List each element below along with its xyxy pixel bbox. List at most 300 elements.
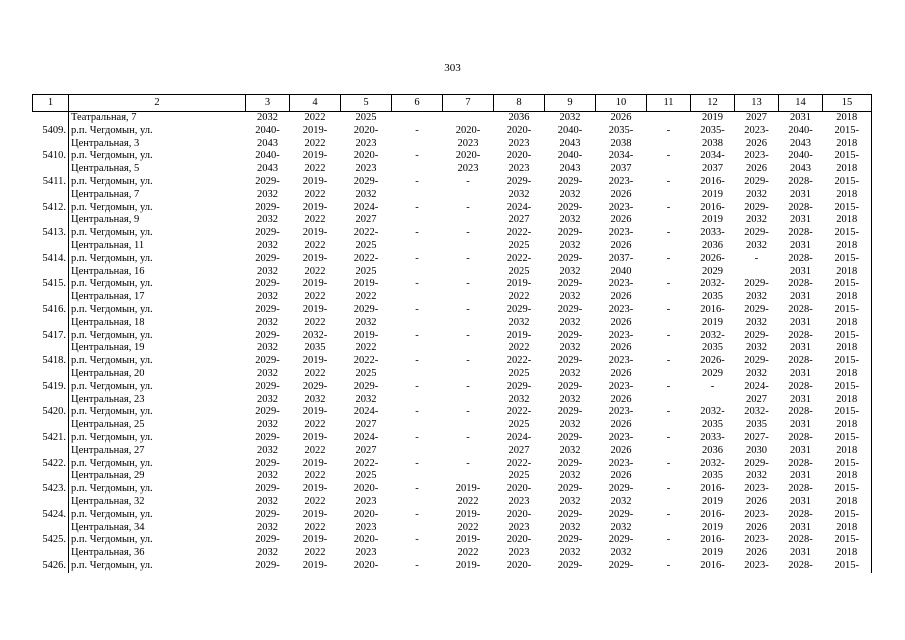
value-cell: 2028- — [788, 380, 813, 392]
value-cell: 2022- — [506, 252, 532, 264]
address-cell: р.п. Чегдомын, ул. — [69, 227, 246, 240]
value-cell — [443, 214, 494, 227]
row-number — [33, 317, 69, 330]
value-cell: 2036 — [702, 444, 723, 456]
value-cell: 2015- — [823, 125, 872, 138]
value-cell: - — [415, 227, 419, 239]
address-cell: р.п. Чегдомын, ул. — [69, 330, 246, 343]
value-cell: 2028- — [788, 329, 813, 341]
address-cell: Центральная, 34 — [69, 522, 246, 535]
value-cell: 2029- — [744, 303, 769, 315]
value-cell — [392, 266, 443, 279]
value-cell: 2032 — [559, 419, 581, 431]
value-cell — [647, 240, 691, 253]
value-cell: - — [666, 508, 671, 520]
value-cell: 2031 — [790, 265, 811, 277]
row-number — [33, 470, 69, 483]
value-cell — [647, 266, 691, 279]
row-number — [33, 266, 69, 279]
table-row — [33, 227, 872, 240]
value-cell: 2040- — [255, 150, 280, 162]
value-cell: 2040- — [788, 150, 813, 162]
value-cell — [443, 394, 494, 407]
value-cell: 2024- — [353, 406, 379, 418]
value-cell: 2019- — [302, 227, 328, 239]
value-cell: 2029- — [557, 457, 583, 469]
value-cell: 2023- — [744, 483, 769, 495]
value-cell: 2015- — [823, 458, 872, 471]
value-cell: 2015- — [823, 534, 872, 547]
value-cell: 2029- — [353, 380, 379, 392]
table-row — [33, 278, 872, 291]
value-cell: 2029- — [255, 483, 280, 495]
value-cell: 2022 — [304, 163, 326, 175]
value-cell: 2018 — [823, 163, 872, 176]
value-cell: 2028- — [788, 508, 813, 520]
address-cell: Центральная, 32 — [69, 496, 246, 509]
value-cell: 2029- — [255, 329, 280, 341]
address-cell: Центральная, 18 — [69, 317, 246, 330]
value-cell: 2022 — [304, 495, 326, 507]
row-number: 5415. — [42, 278, 66, 290]
value-cell: 2029- — [255, 227, 280, 239]
value-cell — [647, 368, 691, 381]
value-cell — [443, 291, 494, 304]
value-cell: 2022 — [304, 470, 326, 482]
value-cell: 2031 — [790, 393, 811, 405]
table-row — [33, 125, 872, 138]
value-cell: - — [666, 559, 671, 571]
address-cell: Центральная, 7 — [69, 189, 246, 202]
value-cell: 2032- — [302, 329, 328, 341]
value-cell: 2019 — [702, 188, 723, 200]
value-cell: 2032 — [257, 265, 278, 277]
column-header-7: 7 — [443, 95, 494, 112]
value-cell: 2029- — [353, 175, 379, 187]
value-cell: 2024- — [744, 380, 769, 392]
value-cell: 2032 — [746, 342, 767, 354]
table-row — [33, 240, 872, 253]
value-cell — [443, 189, 494, 202]
value-cell: 2022- — [353, 227, 379, 239]
value-cell: 2024- — [506, 431, 532, 443]
value-cell: 2032 — [610, 547, 632, 559]
value-cell: 2029- — [255, 252, 280, 264]
value-cell: - — [666, 534, 671, 546]
table-row — [33, 547, 872, 560]
address-cell: р.п. Чегдомын, ул. — [69, 278, 246, 291]
table-row — [33, 445, 872, 458]
value-cell: 2022 — [304, 239, 326, 251]
value-cell — [735, 266, 779, 279]
address-cell: р.п. Чегдомын, ул. — [69, 150, 246, 163]
value-cell: - — [415, 201, 419, 213]
value-cell: - — [415, 278, 419, 290]
value-cell: 2018 — [823, 419, 872, 432]
value-cell: 2029- — [557, 508, 583, 520]
table-row — [33, 266, 872, 279]
column-header-10: 10 — [596, 95, 647, 112]
value-cell: 2032 — [559, 521, 581, 533]
value-cell — [392, 522, 443, 535]
value-cell: 2029- — [557, 201, 583, 213]
table-row — [33, 483, 872, 496]
value-cell: 2019- — [302, 431, 328, 443]
address-cell: Центральная, 27 — [69, 445, 246, 458]
value-cell: 2029- — [255, 406, 280, 418]
value-cell: 2019- — [455, 483, 481, 495]
value-cell: 2026 — [610, 367, 632, 379]
value-cell: 2015- — [823, 406, 872, 419]
value-cell: 2035 — [702, 419, 723, 431]
value-cell: 2032 — [257, 521, 278, 533]
value-cell: 2032 — [559, 495, 581, 507]
address-cell: р.п. Чегдомын, ул. — [69, 432, 246, 445]
address-cell: р.п. Чегдомын, ул. — [69, 534, 246, 547]
table-row — [33, 355, 872, 368]
value-cell: - — [466, 431, 470, 443]
row-number: 5421. — [42, 431, 66, 443]
value-cell: 2026 — [610, 239, 632, 251]
value-cell: 2029- — [744, 201, 769, 213]
value-cell: 2032 — [257, 367, 278, 379]
row-number: 5411. — [42, 175, 66, 187]
value-cell: 2022 — [508, 342, 530, 354]
value-cell: - — [466, 380, 470, 392]
value-cell — [647, 317, 691, 330]
value-cell: 2022 — [457, 547, 479, 559]
value-cell: 2022 — [508, 291, 530, 303]
value-cell: 2026 — [746, 137, 767, 149]
value-cell: - — [666, 329, 671, 341]
value-cell: 2019- — [302, 534, 328, 546]
value-cell — [443, 266, 494, 279]
address-cell: Центральная, 20 — [69, 368, 246, 381]
row-number: 5424. — [42, 508, 66, 520]
value-cell: 2016- — [700, 559, 725, 571]
value-cell: 2018 — [823, 138, 872, 151]
value-cell: - — [415, 329, 419, 341]
value-cell: 2029- — [255, 559, 280, 571]
value-cell: 2018 — [823, 470, 872, 483]
value-cell: - — [666, 252, 671, 264]
value-cell: 2032- — [744, 406, 769, 418]
value-cell: 2029- — [744, 227, 769, 239]
value-cell: 2032 — [559, 316, 581, 328]
value-cell: 2015- — [823, 227, 872, 240]
value-cell: 2028- — [788, 457, 813, 469]
value-cell: 2029- — [744, 278, 769, 290]
value-cell: 2033- — [700, 431, 725, 443]
value-cell: 2026 — [746, 547, 767, 559]
value-cell: - — [666, 457, 671, 469]
value-cell: 2035- — [608, 124, 634, 136]
value-cell: 2023 — [457, 163, 479, 175]
value-cell: 2019- — [302, 278, 328, 290]
address-cell: р.п. Чегдомын, ул. — [69, 483, 246, 496]
row-number — [33, 240, 69, 253]
value-cell: 2029- — [557, 483, 583, 495]
value-cell: 2035- — [700, 124, 725, 136]
value-cell: 2015- — [823, 381, 872, 394]
value-cell: 2032 — [508, 393, 530, 405]
value-cell: 2018 — [823, 266, 872, 279]
table-row — [33, 202, 872, 215]
value-cell: 2029- — [608, 534, 634, 546]
value-cell: 2019- — [302, 559, 328, 571]
value-cell: 2037- — [608, 252, 634, 264]
address-cell: р.п. Чегдомын, ул. — [69, 560, 246, 573]
value-cell: - — [466, 406, 470, 418]
value-cell: 2022 — [304, 291, 326, 303]
value-cell: 2019- — [302, 150, 328, 162]
value-cell: 2023 — [508, 495, 530, 507]
value-cell: 2031 — [790, 342, 811, 354]
value-cell — [443, 112, 494, 125]
row-number — [33, 394, 69, 407]
value-cell: - — [666, 227, 671, 239]
value-cell: 2022 — [304, 444, 326, 456]
value-cell: 2029- — [557, 380, 583, 392]
value-cell: 2023 — [508, 163, 530, 175]
address-cell: Центральная, 16 — [69, 266, 246, 279]
value-cell: 2020- — [506, 124, 532, 136]
table-row — [33, 368, 872, 381]
value-cell: 2018 — [823, 496, 872, 509]
value-cell: - — [666, 201, 671, 213]
value-cell: 2029- — [557, 559, 583, 571]
value-cell: 2025 — [508, 470, 530, 482]
value-cell: 2026- — [700, 355, 725, 367]
value-cell: 2027 — [355, 214, 377, 226]
value-cell: 2035 — [746, 419, 767, 431]
address-cell: р.п. Чегдомын, ул. — [69, 509, 246, 522]
row-number: 5418. — [42, 355, 66, 367]
address-cell: р.п. Чегдомын, ул. — [69, 202, 246, 215]
value-cell: 2022 — [304, 521, 326, 533]
value-cell: 2025 — [508, 419, 530, 431]
value-cell: 2032 — [257, 419, 278, 431]
value-cell: 2025 — [355, 239, 377, 251]
row-number — [33, 342, 69, 355]
value-cell: - — [466, 303, 470, 315]
row-number: 5413. — [42, 227, 66, 239]
value-cell: 2031 — [790, 521, 811, 533]
table-row — [33, 253, 872, 266]
value-cell: 2031 — [790, 214, 811, 226]
value-cell: 2019 — [702, 495, 723, 507]
value-cell: 2035 — [702, 291, 723, 303]
value-cell: 2031 — [790, 444, 811, 456]
value-cell: 2019- — [302, 355, 328, 367]
value-cell: 2022 — [457, 521, 479, 533]
table-row — [33, 458, 872, 471]
value-cell: 2020- — [353, 150, 379, 162]
value-cell — [392, 496, 443, 509]
value-cell: - — [666, 355, 671, 367]
value-cell: - — [466, 175, 470, 187]
table-row — [33, 406, 872, 419]
value-cell: 2023- — [608, 406, 634, 418]
value-cell: 2029- — [557, 252, 583, 264]
value-cell: 2019- — [506, 329, 532, 341]
value-cell: 2020- — [455, 124, 481, 136]
row-number: 5426. — [42, 559, 66, 571]
value-cell: 2023 — [355, 163, 377, 175]
value-cell: 2020- — [506, 483, 532, 495]
value-cell — [392, 317, 443, 330]
address-cell: р.п. Чегдомын, ул. — [69, 381, 246, 394]
value-cell: 2026 — [610, 112, 632, 123]
value-cell: 2023- — [608, 278, 634, 290]
value-cell: 2026- — [700, 252, 725, 264]
address-cell: Центральная, 29 — [69, 470, 246, 483]
value-cell: 2022 — [355, 342, 377, 354]
value-cell: 2032 — [304, 393, 326, 405]
value-cell: 2029- — [557, 406, 583, 418]
address-cell: р.п. Чегдомын, ул. — [69, 125, 246, 138]
value-cell — [392, 163, 443, 176]
value-cell: 2015- — [823, 483, 872, 496]
address-cell: Центральная, 25 — [69, 419, 246, 432]
value-cell: 2028- — [788, 431, 813, 443]
column-header-1: 1 — [33, 95, 69, 112]
value-cell: 2031 — [790, 367, 811, 379]
value-cell: 2019- — [302, 303, 328, 315]
column-header-11: 11 — [647, 95, 691, 112]
value-cell: - — [466, 252, 470, 264]
value-cell: 2030 — [746, 444, 767, 456]
row-number — [33, 214, 69, 227]
value-cell: 2019 — [702, 112, 723, 123]
value-cell: 2032 — [257, 112, 278, 123]
value-cell: 2035 — [702, 470, 723, 482]
value-cell: 2027 — [508, 214, 530, 226]
value-cell: 2035 — [702, 342, 723, 354]
value-cell: 2029- — [506, 303, 532, 315]
value-cell: 2029- — [255, 508, 280, 520]
value-cell: 2018 — [823, 342, 872, 355]
value-cell: 2019- — [353, 329, 379, 341]
value-cell: 2029 — [702, 367, 723, 379]
value-cell: 2043 — [257, 163, 278, 175]
value-cell: 2020- — [353, 124, 379, 136]
value-cell: 2025 — [508, 265, 530, 277]
row-number: 5417. — [42, 329, 66, 341]
value-cell: 2032 — [257, 470, 278, 482]
value-cell: 2029- — [744, 457, 769, 469]
value-cell — [647, 445, 691, 458]
value-cell: 2040- — [255, 124, 280, 136]
row-number: 5416. — [42, 303, 66, 315]
value-cell: 2029- — [557, 175, 583, 187]
value-cell: 2026 — [610, 419, 632, 431]
value-cell: 2031 — [790, 547, 811, 559]
value-cell: 2015- — [823, 253, 872, 266]
value-cell: 2015- — [823, 150, 872, 163]
row-number — [33, 419, 69, 432]
value-cell: - — [466, 355, 470, 367]
row-number — [33, 522, 69, 535]
address-cell: р.п. Чегдомын, ул. — [69, 304, 246, 317]
value-cell: 2029- — [255, 380, 280, 392]
value-cell: 2032 — [746, 214, 767, 226]
value-cell: 2023 — [355, 137, 377, 149]
value-cell: 2018 — [823, 522, 872, 535]
value-cell — [647, 214, 691, 227]
value-cell: - — [415, 483, 419, 495]
row-number — [33, 547, 69, 560]
table-row — [33, 189, 872, 202]
value-cell: 2029- — [255, 278, 280, 290]
value-cell: 2028- — [788, 534, 813, 546]
value-cell: 2022- — [506, 406, 532, 418]
value-cell — [647, 547, 691, 560]
value-cell: 2032 — [355, 316, 377, 328]
value-cell: 2032- — [700, 406, 725, 418]
value-cell: 2019- — [353, 278, 379, 290]
table-row — [33, 317, 872, 330]
value-cell: 2035 — [304, 342, 326, 354]
value-cell: 2019- — [302, 201, 328, 213]
address-cell: р.п. Чегдомын, ул. — [69, 458, 246, 471]
schedule-table — [32, 94, 872, 573]
value-cell: 2031 — [790, 470, 811, 482]
value-cell: - — [466, 457, 470, 469]
value-cell: 2032 — [746, 470, 767, 482]
column-header-2: 2 — [69, 95, 246, 112]
value-cell: 2020- — [353, 559, 379, 571]
value-cell: 2024- — [506, 201, 532, 213]
value-cell: 2020- — [506, 150, 532, 162]
value-cell: 2019- — [302, 175, 328, 187]
value-cell: - — [415, 380, 419, 392]
value-cell: - — [466, 201, 470, 213]
value-cell: 2018 — [823, 112, 872, 125]
value-cell: - — [415, 355, 419, 367]
value-cell: 2027 — [746, 112, 767, 123]
value-cell: - — [415, 406, 419, 418]
address-cell: р.п. Чегдомын, ул. — [69, 406, 246, 419]
value-cell: 2022 — [304, 547, 326, 559]
value-cell: 2040- — [557, 150, 583, 162]
value-cell: 2029- — [255, 303, 280, 315]
value-cell: 2028- — [788, 278, 813, 290]
row-number: 5410. — [42, 150, 66, 162]
value-cell — [392, 368, 443, 381]
table-row — [33, 330, 872, 343]
value-cell: 2029- — [255, 457, 280, 469]
value-cell — [647, 342, 691, 355]
value-cell: 2029- — [506, 175, 532, 187]
row-number: 5409. — [42, 124, 66, 136]
value-cell: 2022- — [506, 355, 532, 367]
value-cell: 2029- — [744, 175, 769, 187]
value-cell: 2022 — [304, 316, 326, 328]
table-row — [33, 560, 872, 573]
value-cell: 2024- — [353, 201, 379, 213]
value-cell: 2023 — [457, 137, 479, 149]
row-number: 5425. — [42, 534, 66, 546]
value-cell: 2032 — [257, 393, 278, 405]
value-cell: 2026 — [610, 342, 632, 354]
row-number — [33, 163, 69, 176]
value-cell: 2032 — [257, 495, 278, 507]
value-cell: 2032 — [508, 316, 530, 328]
value-cell: 2019- — [302, 124, 328, 136]
value-cell: 2036 — [508, 112, 530, 123]
value-cell: 2036 — [702, 239, 723, 251]
